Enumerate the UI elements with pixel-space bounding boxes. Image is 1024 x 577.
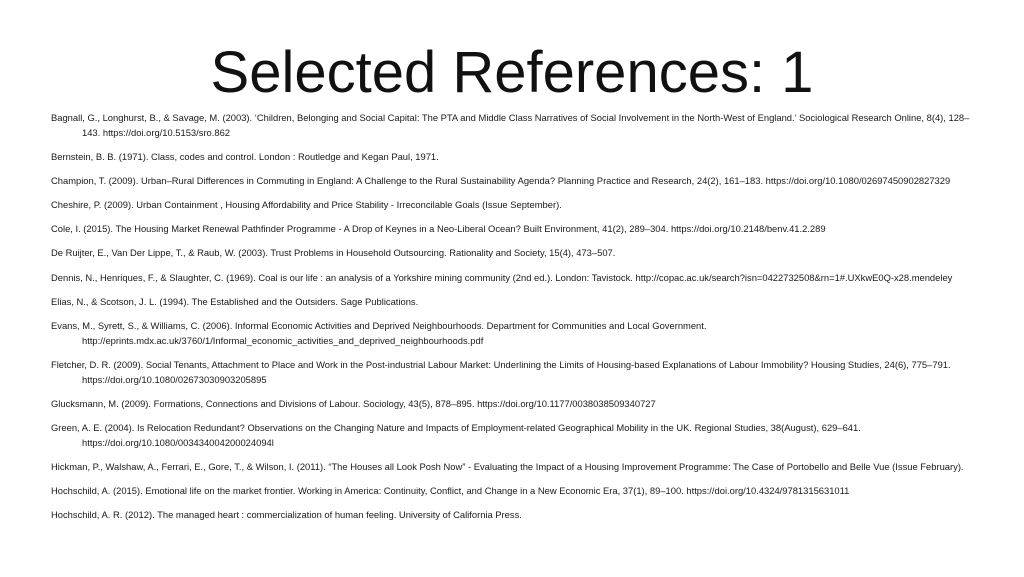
- reference-item: Fletcher, D. R. (2009). Social Tenants, Attachment to Place and Work in the Post-industrial Labour Market: Underlining the Limits of Housing-based Explanations of Labour Immobility? Housing Studies, 24(6), 775–791. https://doi.org/10.1080/02673030903205895: [51, 358, 951, 385]
- reference-item: De Ruijter, E., Van Der Lippe, T., & Raub, W. (2003). Trust Problems in Household Outsourcing. Rationality and Society, 15(4), 473–507.: [51, 247, 616, 259]
- reference-item: Dennis, N., Henriques, F., & Slaughter, C. (1969). Coal is our life : an analysis of a Yorkshire mining community (2nd ed.). London: Tavistock. http://copac.ac.uk/search?isn=0422732508&rn=1#.UXkwE0Q-x28.mendeley: [51, 271, 953, 283]
- reference-list: [51, 110, 976, 531]
- reference-item: Green, A. E. (2004). Is Relocation Redundant? Observations on the Changing Nature and Impacts of Employment-related Geographical Mobility in the UK. Regional Studies, 38(August), 629–641. https://doi.org/10.1080/003434004200024094l: [51, 422, 861, 449]
- reference-item: Hochschild, A. R. (2012). The managed heart : commercialization of human feeling. University of California Press.: [51, 509, 522, 521]
- reference-item: Elias, N., & Scotson, J. L. (1994). The Established and the Outsiders. Sage Publications.: [51, 295, 419, 307]
- reference-item: Bagnall, G., Longhurst, B., & Savage, M. (2003). ‘Children, Belonging and Social Capital: The PTA and Middle Class Narratives of Social Involvement in the North-West of England.’ Sociological Research Online, 8(4), 128–143. https://doi.org/10.5153/sro.862: [51, 112, 970, 138]
- reference-item: Champion, T. (2009). Urban–Rural Differences in Commuting in England: A Challenge to the Rural Sustainability Agenda? Planning Practice and Research, 24(2), 161–183. https://doi.org/10.1080/02697450902827329: [51, 175, 951, 187]
- reference-item: Hochschild, A. (2015). Emotional life on the market frontier. Working in America: Continuity, Conflict, and Change in a New Economic Era, 37(1), 89–100. https://doi.org/10.4324/9781315631011: [51, 485, 850, 497]
- reference-item: Hickman, P., Walshaw, A., Ferrari, E., Gore, T., & Wilson, I. (2011). “The Houses all Look Posh Now” - Evaluating the Impact of a Housing Improvement Programme: The Case of Portobello and Belle Vue (Issue February).: [51, 461, 964, 473]
- reference-item: Cheshire, P. (2009). Urban Containment , Housing Affordability and Price Stability - Irreconcilable Goals (Issue September).: [51, 199, 562, 211]
- reference-item: Bernstein, B. B. (1971). Class, codes and control. London : Routledge and Kegan Paul, 1971.: [51, 151, 439, 163]
- reference-item: Evans, M., Syrett, S., & Williams, C. (2006). Informal Economic Activities and Deprived Neighbourhoods. Department for Communities and Local Government. http://eprints.mdx.ac.uk/3760/1/Informal_economic_activities_and_deprived_neighbourhoods.pdf: [51, 319, 707, 346]
- reference-item: Glucksmann, M. (2009). Formations, Connections and Divisions of Labour. Sociology, 43(5), 878–895. https://doi.org/10.1177/0038038509340727: [51, 397, 656, 409]
- reference-item: Cole, I. (2015). The Housing Market Renewal Pathfinder Programme - A Drop of Keynes in a Neo-Liberal Ocean? Built Environment, 41(2), 289–304. https://doi.org/10.2148/benv.41.2.289: [51, 223, 826, 235]
- slide-title: Selected References: 1: [210, 40, 814, 105]
